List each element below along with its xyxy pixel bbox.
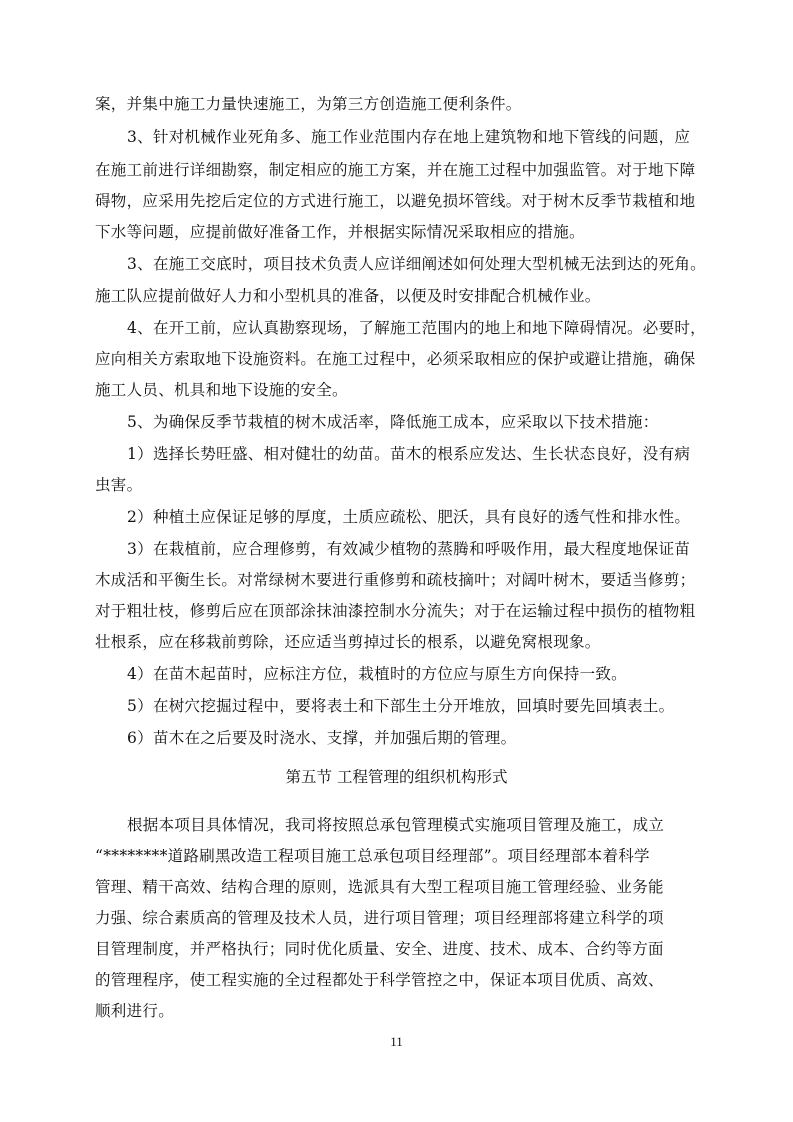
text-line: 应向相关方索取地下设施资料。在施工过程中，必须采取相应的保护或避让措施，确保	[95, 350, 696, 368]
text-line: 3）在栽植前，应合理修剪，有效减少植物的蒸腾和呼吸作用，最大程度地保证苗	[127, 540, 691, 558]
text-line: 施工人员、机具和地下设施的安全。	[95, 381, 348, 399]
text-line: 6）苗木在之后要及时浇水、支撑，并加强后期的管理。	[127, 729, 517, 747]
text-line: 在施工前进行详细勘察，制定相应的施工方案，并在施工过程中加强监管。对于地下障	[95, 161, 696, 179]
page-number: 11	[390, 1034, 403, 1049]
text-line: 4）在苗木起苗时，应标注方位，栽植时的方位应与原生方向保持一致。	[127, 665, 627, 683]
text-line: 力强、综合素质高的管理及技术人员，进行项目管理；项目经理部将建立科学的项	[95, 909, 664, 927]
text-line: 根据本项目具体情况，我司将按照总承包管理模式实施项目管理及施工，成立	[127, 816, 665, 834]
text-line: 5、为确保反季节栽植的树木成活率，降低施工成本，应采取以下技术措施：	[127, 413, 659, 431]
text-line: 下水等问题，应提前做好准备工作，并根据实际情况采取相应的措施。	[95, 223, 585, 241]
section-heading: 第五节 工程管理的组织机构形式	[285, 768, 508, 786]
text-line: 虫害。	[95, 476, 143, 494]
text-line: 3、在施工交底时，项目技术负责人应详细阐述如何处理大型机械无法到达的死角。	[127, 255, 706, 273]
text-line: 4、在开工前，应认真勘察现场，了解施工范围内的地上和地下障碍情况。必要时，	[127, 319, 706, 337]
text-line: 2）种植土应保证足够的厚度，土质应疏松、肥沃，具有良好的透气性和排水性。	[127, 508, 691, 526]
text-line: 的管理程序，使工程实施的全过程都处于科学管控之中，保证本项目优质、高效、	[95, 971, 664, 989]
text-line: 管理、精干高效、结构合理的原则，选派具有大型工程项目施工管理经验、业务能	[95, 878, 664, 896]
text-line: 壮根系，应在移栽前剪除，还应适当剪掉过长的根系，以避免窝根现象。	[95, 633, 601, 651]
text-line: 案，并集中施工力量快速施工，为第三方创造施工便利条件。	[95, 95, 522, 113]
text-line: 5）在树穴挖掘过程中，要将表土和下部生土分开堆放，回填时要先回填表土。	[127, 697, 675, 715]
text-line: 3、针对机械作业死角多、施工作业范围内存在地上建筑物和地下管线的问题，应	[127, 128, 691, 146]
text-line: 顺利进行。	[95, 1002, 175, 1020]
text-line: “********道路刷黑改造工程项目施工总承包项目经理部”。项目经理部本着科学	[95, 847, 650, 865]
text-line: 木成活和平衡生长。对常绿树木要进行重修剪和疏枝摘叶；对阔叶树木，要适当修剪；	[95, 571, 696, 589]
text-line: 1）选择长势旺盛、相对健壮的幼苗。苗木的根系应发达、生长状态良好，没有病	[127, 445, 691, 463]
text-line: 对于粗壮枝，修剪后应在顶部涂抹油漆控制水分流失；对于在运输过程中损伤的植物粗	[95, 602, 696, 620]
text-line: 目管理制度，并严格执行；同时优化质量、安全、进度、技术、成本、合约等方面	[95, 940, 664, 958]
text-line: 施工队应提前做好人力和小型机具的准备，以便及时安排配合机械作业。	[95, 287, 601, 305]
text-line: 碍物，应采用先挖后定位的方式进行施工，以避免损坏管线。对于树木反季节栽植和地	[95, 192, 696, 210]
